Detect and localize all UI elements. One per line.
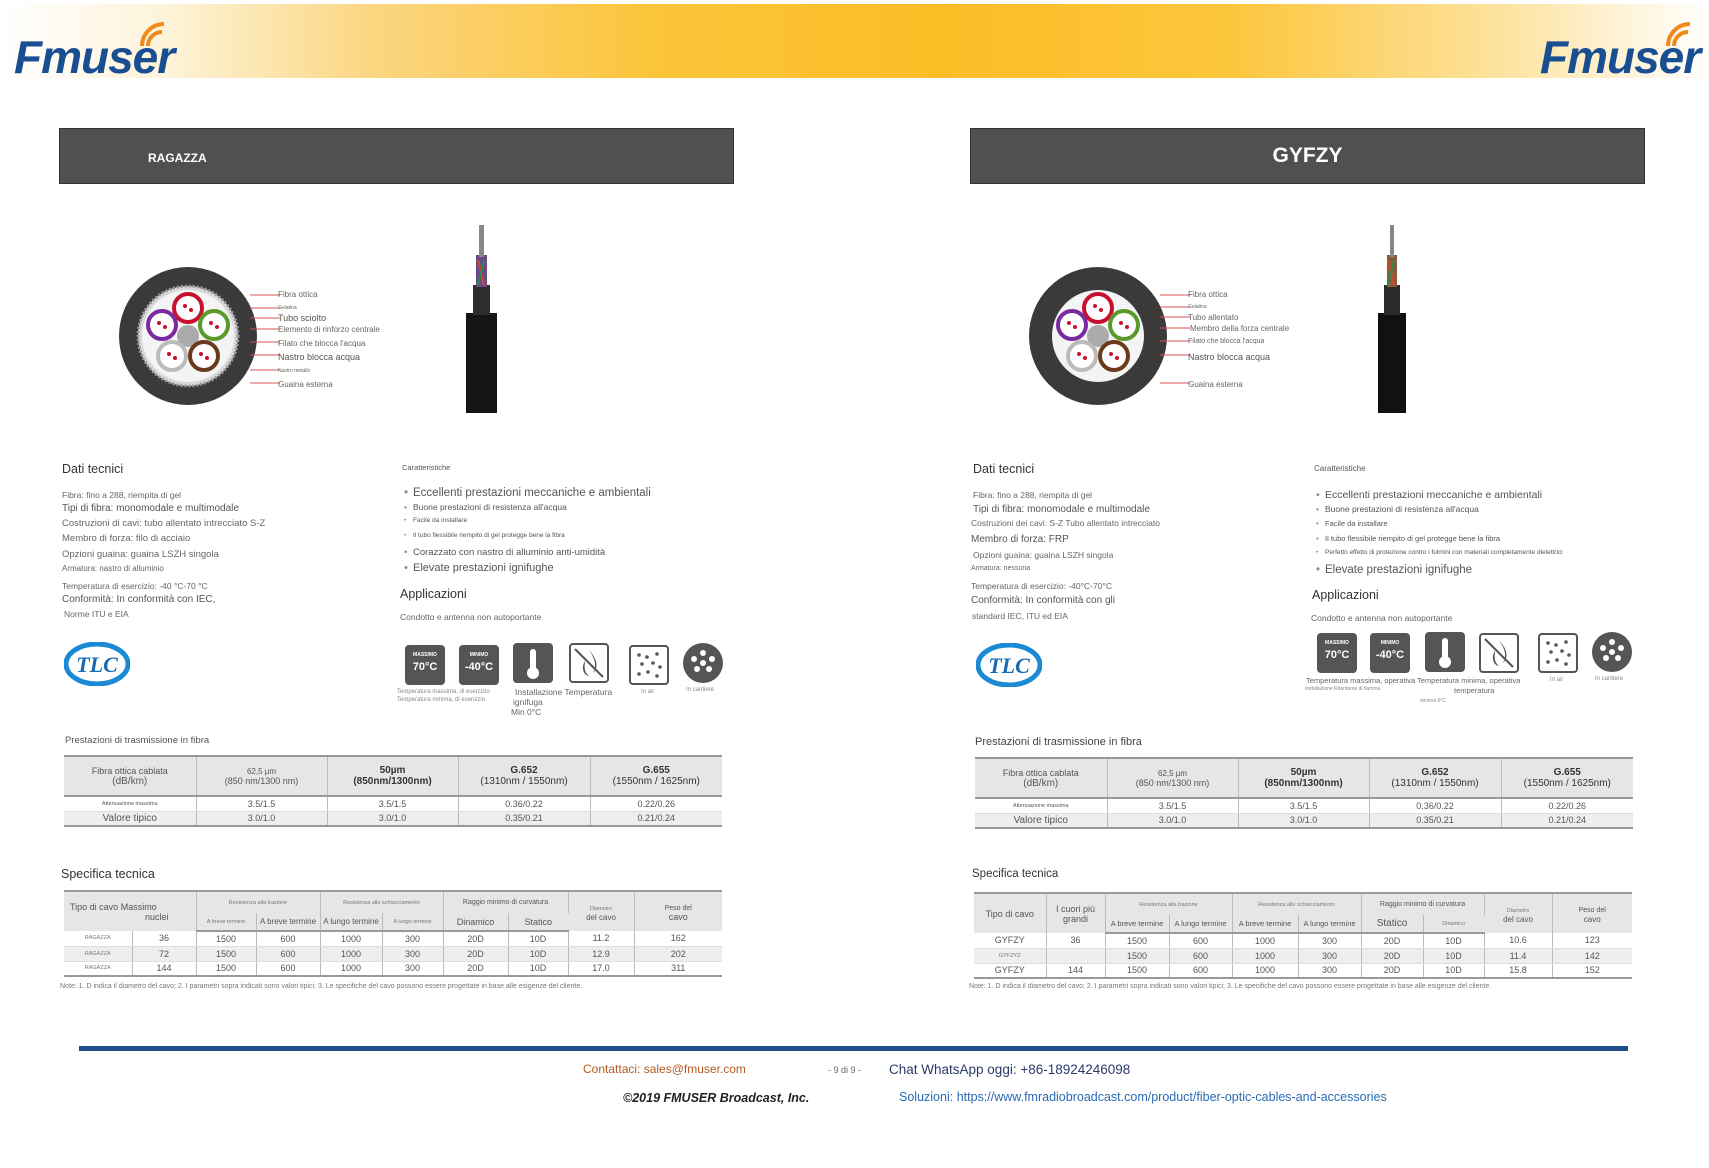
tech-line: Temperatura di esercizio: -40°C-70°C [971,581,1112,591]
perf-header-cell: 62,5 µm (850 nm/1300 nm) [1107,758,1238,798]
cross-label: Membro della forza centrale [1190,324,1290,333]
cross-label: Filato che blocca l'acqua [1188,338,1265,345]
tech-line: Membro di forza: FRP [971,534,1069,545]
applications-text: Condotto e antenna non autoportante [400,612,542,622]
cross-label: Nastro blocca acqua [278,352,361,362]
spec-subheader: A lungo termine [320,913,382,931]
table-row: Attenuazione massima 3.5/1.5 3.5/1.5 0.36/0.22 0.22/0.26 [64,796,722,811]
brand-logo-right: Fmuser [1540,30,1700,84]
feature-item: • Eccellenti prestazioni meccaniche e ambientali [1316,489,1563,504]
feature-item: • Eccellenti prestazioni meccaniche e ambientali [404,487,651,502]
thermometer-icon [1425,632,1465,672]
spec-subheader: A lungo termine [1169,915,1232,933]
perf-header-cell: 50µm (850nm/1300nm) [1238,758,1369,798]
tech-data-heading: Dati tecnici [973,462,1035,476]
tech-line: Costruzioni dei cavi: S-Z Tubo allentato intrecciato [971,518,1160,528]
table-row: Valore tipico 3.0/1.0 3.0/1.0 0.35/0.21 0.21/0.24 [975,813,1633,828]
max-temperature-icon: MASSIMO 70°C [405,645,445,685]
table-note: Note: 1. D indica il diametro del cavo; 2. I parametri sopra indicati sono valori tipici; 3. Le specifiche del cavo possono essere progettate in base alle esigenze del cliente. [60,983,583,990]
cross-label: Guaina esterna [1188,380,1243,389]
in-air-icon [629,645,669,685]
tech-data-heading: Dati tecnici [62,462,124,476]
applications-heading: Applicazioni [1312,588,1379,602]
table-row: RAGAZZA 36 1500 600 1000 300 20D 10D 11.2 162 [64,931,722,946]
cross-label: Gelatina [1188,304,1207,310]
spec-subheader: A breve termine [196,913,256,931]
spec-header-cell: Tipo di cavo [974,893,1046,933]
spec-subheader: A breve termine [1105,915,1169,933]
cross-label: Nastro metallo [278,368,311,374]
product-title-bar [59,128,734,184]
tech-line: Membro di forza: filo di acciaio [62,533,191,544]
table-note: Note: 1. D indica il diametro del cavo; 2. I parametri sopra indicati sono valori tipici; 3. Le specifiche del cavo possono essere progettate in base alle esigenze del cliente. [969,983,1492,990]
feature-item: • Facile da installare [404,517,651,532]
feature-item: • Elevate prestazioni ignifughe [1316,564,1563,579]
cross-label: Filato che blocca l'acqua [278,339,366,348]
tech-line: standard IEC, ITU ed EIA [972,611,1068,621]
spec-header-cell: Resistenza alla trazione [1105,893,1232,915]
min-temperature-icon: MINIMO -40°C [459,645,499,685]
feature-item: • Buone prestazioni di resistenza all'acqua [1316,504,1563,519]
table-row: GYFZY 36 1500 600 1000 300 20D 10D 10.6 123 [974,933,1632,948]
tech-line: Temperatura di esercizio: -40 °C-70 °C [62,581,208,591]
cable-cross-section-diagram [1028,266,1168,406]
perf-header-cell: G.655 (1550nm / 1625nm) [1501,758,1633,798]
spec-subheader: Statico [1361,915,1423,933]
table-row: GYFZYZ 1500 600 1000 300 20D 10D 11.4 142 [974,948,1632,963]
tlc-logo [976,643,1042,687]
icon-caption: Temperatura massima, di esercizio [397,689,490,695]
table-row: GYFZY 144 1500 600 1000 300 20D 10D 15.8 152 [974,963,1632,978]
in-duct-icon [1592,632,1632,672]
tech-line: Tipi di fibra: monomodale e multimodale [62,503,239,514]
spec-header-cell: Peso del cavo [634,891,722,931]
feature-item: • Perfetto effetto di protezione contro i fulmini con materiali completamente dielettrici [1316,549,1563,564]
tech-line: Armatura: nastro di alluminio [62,564,164,573]
perf-header-cell: G.652 (1310nm / 1550nm) [458,756,590,796]
cross-label: Guaina esterna [278,380,333,389]
min-temperature-icon: MINIMO -40°C [1370,633,1410,673]
icon-caption: Temperatura minima, di esercizio [397,697,486,703]
copyright: ©2019 FMUSER Broadcast, Inc. [623,1091,810,1105]
product-panel-right [910,0,1709,1000]
spec-header-cell: Resistenza alla trazione [196,891,320,913]
features-list [404,487,651,577]
perf-header-cell: 50µm (850nm/1300nm) [327,756,458,796]
cross-label: Fibra ottica [278,290,318,299]
contact-email-link[interactable]: Contattaci: sales@fmuser.com [583,1062,746,1076]
spec-header-cell: Diametro del cavo [568,891,634,931]
spec-header-cell: Peso del cavo [1552,893,1632,933]
cross-label: Gelatina [278,305,297,311]
product-title-bar [970,128,1645,184]
table-row: RAGAZZA 72 1500 600 1000 300 20D 10D 12.9 202 [64,946,722,961]
feature-item: • Facile da installare [1316,519,1563,534]
spec-subheader: Dinamico [1423,915,1484,933]
spec-heading: Specifica tecnica [61,867,155,881]
feature-item: • Il tubo flessibile riempito di gel protegge bene la fibra [404,532,651,547]
in-duct-icon [683,643,723,683]
icon-caption: temperatura [1454,686,1495,695]
tech-line: Opzioni guaina: guaina LSZH singola [62,549,219,560]
feature-item: • Corazzato con nastro di alluminio anti-umidità [404,547,651,562]
perf-heading: Prestazioni di trasmissione in fibra [975,736,1142,748]
tech-line: Fibra: fino a 288, riempita di gel [973,490,1093,500]
spec-subheader: A lungo termine [382,913,443,931]
transmission-performance-table [64,755,722,827]
icon-caption: In air [1550,677,1564,683]
solutions-line [899,1090,1387,1104]
tech-line: Costruzioni di cavi: tubo allentato intrecciato S-Z [62,518,266,529]
spec-subheader: Statico [508,913,568,931]
table-row: Attenuazione massima 3.5/1.5 3.5/1.5 0.36/0.22 0.22/0.26 [975,798,1633,813]
cable-photo [462,225,502,415]
table-row: Valore tipico 3.0/1.0 3.0/1.0 0.35/0.21 0.21/0.24 [64,811,722,826]
callout-lines [1160,285,1190,400]
tech-line: Armatura: nessuna [971,565,1031,572]
icon-caption: ignifuga [513,697,543,707]
icon-caption: In cantiere [1595,676,1624,682]
tech-line: Conformità: In conformità con IEC, [62,594,216,605]
applications-text: Condotto e antenna non autoportante [1311,613,1453,623]
perf-header-cell: Fibra ottica cablata (dB/km) [64,756,196,796]
cable-cross-section-diagram [118,266,258,406]
feature-item: • Il tubo flessibile riempito di gel protegge bene la fibra [1316,534,1563,549]
spec-header-cell: Resistenza allo schiacciamento [320,891,443,913]
features-heading: Caratteristiche [402,463,451,472]
callout-lines [250,285,280,400]
tech-line: Conformità: In conformità con gli [971,595,1115,606]
icon-caption: Temperatura massima, operativa [1306,676,1416,685]
applications-heading: Applicazioni [400,587,467,601]
product-panel-left [0,0,854,1000]
icon-caption: Installazione Temperatura [515,687,613,697]
transmission-performance-table [975,757,1633,829]
feature-item: • Buone prestazioni di resistenza all'acqua [404,502,651,517]
solutions-label: Soluzioni: [899,1090,954,1104]
tlc-logo [64,642,130,686]
technical-spec-table [64,890,722,977]
tech-line: Norme ITU e EIA [64,609,129,619]
icon-caption: Min 0°C [511,707,542,717]
page-number: - 9 di 9 - [828,1065,862,1075]
table-row: RAGAZZA 144 1500 600 1000 300 20D 10D 17.0 311 [64,961,722,976]
cross-label: Tubo allentato [1188,313,1239,322]
spec-header-cell: Resistenza allo schiacciamento [1232,893,1361,915]
brand-logo-left: Fmuser [14,30,174,84]
icon-caption: In cantiere [686,687,715,693]
spec-header-cell: Raggio minimo di curvatura [443,891,568,913]
svg-text:TLC: TLC [76,652,118,677]
flame-retardant-icon [1479,633,1519,673]
max-temperature-icon: MASSIMO 70°C [1317,633,1357,673]
solutions-url-link[interactable]: https://www.fmradiobroadcast.com/product/fiber-optic-cables-and-accessories [956,1090,1387,1104]
cross-label: Nastro blocca acqua [1188,352,1271,362]
thermometer-icon [513,643,553,683]
cross-label: Fibra ottica [1188,290,1228,299]
technical-spec-table [974,892,1632,979]
spec-header-cell: Raggio minimo di curvatura [1361,893,1484,915]
footer-divider [79,1046,1628,1051]
perf-header-cell: Fibra ottica cablata (dB/km) [975,758,1107,798]
spec-header-cell: Tipo di cavo Massimo nuclei [64,891,196,931]
spec-header-cell: I cuori più grandi [1046,893,1105,933]
perf-header-cell: G.652 (1310nm / 1550nm) [1369,758,1501,798]
spec-header-cell: Diametro del cavo [1484,893,1552,933]
product-title: RAGAZZA [148,151,207,165]
icon-caption: Installazione Ritardante di fiamma [1305,686,1381,692]
tech-line: Opzioni guaina: guaina LSZH singola [973,550,1114,560]
product-title: GYFZY [1272,144,1343,167]
spec-subheader: Dinamico [443,913,508,931]
feature-item: • Elevate prestazioni ignifughe [404,562,651,577]
spec-heading: Specifica tecnica [972,868,1059,880]
perf-header-cell: 62,5 µm (850 nm/1300 nm) [196,756,327,796]
flame-retardant-icon [569,643,609,683]
perf-heading: Prestazioni di trasmissione in fibra [65,735,210,746]
tech-line: Fibra: fino a 288, riempita di gel [62,490,182,500]
cross-label: Tubo sciolto [278,313,327,323]
in-air-icon [1538,633,1578,673]
cross-label: Elemento di rinforzo centrale [278,325,380,334]
features-list [1316,489,1563,579]
spec-subheader: A breve termine [1232,915,1298,933]
spec-subheader: A breve termine [256,913,320,931]
whatsapp-text: Chat WhatsApp oggi: +86-18924246098 [889,1062,1131,1077]
cable-photo [1372,225,1412,415]
tech-line: Tipi di fibra: monomodale e multimodale [973,504,1150,515]
features-heading: Caratteristiche [1314,464,1366,473]
perf-header-cell: G.655 (1550nm / 1625nm) [590,756,722,796]
svg-text:TLC: TLC [988,653,1030,678]
icon-caption: Temperatura minima, operativa [1417,676,1521,685]
icon-caption: In air [641,689,655,695]
spec-subheader: A lungo termine [1298,915,1361,933]
icon-caption: minima 0°C [1420,698,1446,704]
